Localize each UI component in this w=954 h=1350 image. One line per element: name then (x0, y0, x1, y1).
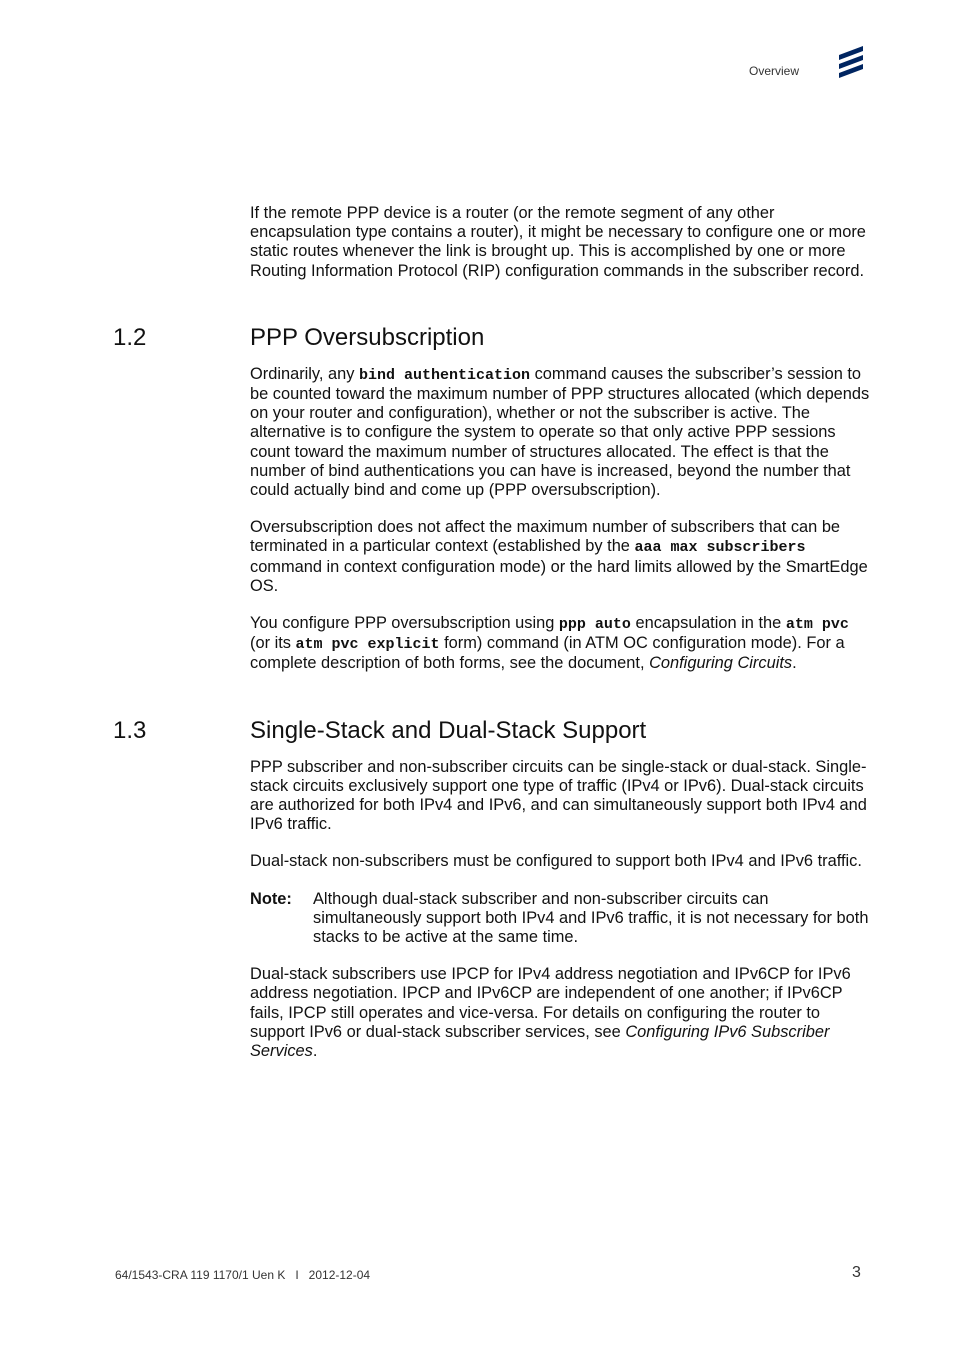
command-text: bind authentication (359, 366, 531, 384)
ericsson-logo-icon (836, 44, 866, 80)
note-text: Although dual-stack subscriber and non-subscriber circuits can simultaneously support both IPv4 and IPv6 traffic, it is not necessary for both stacks to be active at the same time. (313, 889, 869, 947)
section-title (113, 716, 870, 746)
section-1-2 (113, 323, 870, 674)
intro-paragraph: If the remote PPP device is a router (or the remote segment of any other encapsulation type contains a router), it might be necessary to configure one or more static routes whenever the link is brought up. This is accomplished by one or more Routing Information Protocol (RIP) configuration commands in the subscriber record. (250, 204, 866, 280)
document-body (113, 204, 870, 1061)
section-title (113, 323, 870, 353)
paragraph: PPP subscriber and non-subscriber circuits can be single-stack or dual-stack. Single-stack circuits exclusively support one type of traffic (IPv4 or IPv6). Dual-stack circuits are authorized for both IPv4 and IPv6, and can simultaneously support both IPv4 and IPv6 traffic. (250, 757, 867, 834)
header-label: Overview (749, 64, 800, 78)
page-number: 3 (852, 1264, 861, 1281)
section-heading: Single-Stack and Dual-Stack Support (250, 716, 647, 744)
section-heading: PPP Oversubscription (250, 323, 485, 351)
section-number: 1.2 (113, 323, 147, 351)
document-reference: Configuring Circuits (649, 654, 793, 673)
note-block (250, 890, 870, 948)
section-1-3 (113, 716, 870, 1062)
paragraph: Oversubscription does not affect the maximum number of subscribers that can be terminated in a particular context (established by the aaa max subscribers command in context configuration mode) or the hard limits allowed by the SmartEdge OS. (250, 518, 868, 595)
paragraph: Dual-stack non-subscribers must be configured to support both IPv4 and IPv6 traffic. (250, 852, 862, 871)
paragraph: Ordinarily, any bind authentication command causes the subscriber’s session to be counted toward the maximum number of PPP structures allocated (which depends on your router and configuration), whether or not the subscriber is active. The alternative is to configure the system to operate so that only active PPP sessions count toward the maximum number of structures allocated. The effect is that the number of bind authentications you can have is increased, beyond the number that could actually bind and come up (PPP oversubscription). (250, 364, 870, 500)
document-reference: Configuring IPv6 Subscriber Services (250, 1022, 830, 1061)
command-text: atm pvc explicit (295, 636, 440, 654)
command-text: aaa max subscribers (634, 539, 806, 557)
command-text: atm pvc (785, 616, 849, 634)
paragraph: You configure PPP oversubscription using ppp auto encapsulation in the atm pvc (or its atm pvc explicit form) command (in ATM OC configuration mode). For a complete description of both forms, see the document, Configuring Circuits. (250, 614, 849, 673)
note-label: Note: (250, 889, 292, 908)
paragraph: Dual-stack subscribers use IPCP for IPv4 address negotiation and IPv6CP for IPv6 address negotiation. IPCP and IPv6CP are independent of one another; if IPv6CP fails, IPCP still operates and vice-versa. For details on configuring the router to support IPv6 or dual-stack subscriber services, see Configuring IPv6 Subscriber Services. (250, 965, 851, 1061)
section-number: 1.3 (113, 716, 147, 744)
command-text: ppp auto (558, 616, 631, 634)
footer-doc-id: 64/1543-CRA 119 1170/1 Uen K I 2012-12-04 (115, 1268, 371, 1282)
